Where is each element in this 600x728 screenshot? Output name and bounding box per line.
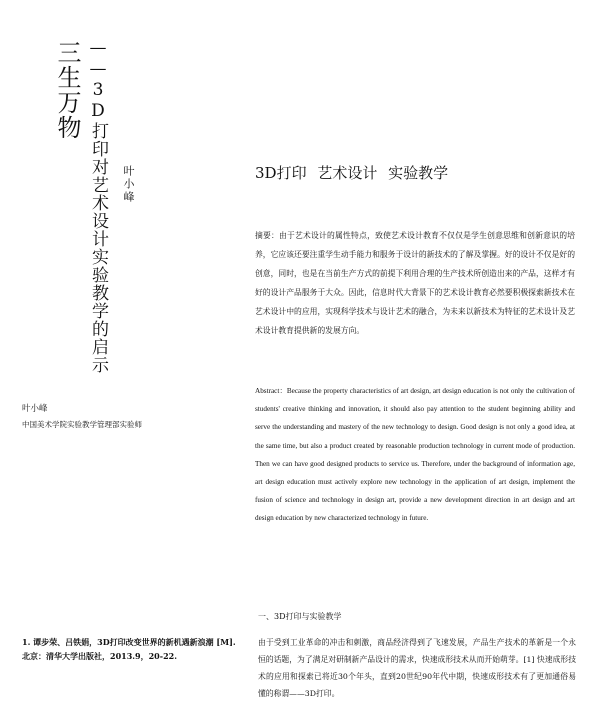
section-heading: 一、3D打印与实验教学 [258, 612, 342, 621]
author-affiliation: 中国美术学院实验教学管理部实验师 [22, 420, 142, 429]
abstract-english-label: Abstract： [255, 387, 287, 395]
article-subtitle: ——3D打印对艺术设计实验教学的启示 [88, 38, 108, 374]
abstract-english [255, 382, 575, 528]
abstract-english-text: Because the property characteristics of art design, art design education is not only the cultivation of students' creative thinking and innovation, it should also pay attention to the student beginning ability and serve the understanding and mastery of the new technology to design. Good design is not only a good idea, at the same time, but also a product created by reasonable production technology in current mode of production. Then we can have good designed products to service us. Therefore, under the background of information age, art design education must actively explore new technology in the application of art design, implement the fusion of science and technology in design art, provide a new development direction in art design and art design education by new characterized technology in future. [255, 387, 576, 523]
body-paragraph: 由于受到工业革命的冲击和刺激，商品经济得到了飞速发展，产品生产技术的革新是一个永恒的话题，为了满足对研制新产品设计的需求，快速成形技术从而开始萌芽。[1] 快速成形技术的应用和探索已将近30个年头，直到20世纪90年代中期，快速成形技术有了更加通俗易懂的称谓——3D打印。 [258, 638, 576, 698]
article-title: 三生万物 [53, 40, 81, 140]
keywords: 3D打印 艺术设计 实验教学 [255, 164, 449, 182]
abstract-chinese-label: 摘要： [255, 231, 280, 240]
abstract-chinese [255, 226, 575, 340]
author-name: 叶小峰 [22, 404, 48, 414]
abstract-chinese-text: 由于艺术设计的属性特点，致使艺术设计教育不仅仅是学生创意思维和创新意识的培养，它应该还要注重学生动手能力和服务于设计的新技术的了解及掌握。好的设计不仅是好的创意，同时，也是在当前生产方式的前提下利用合理的生产技术所创造出来的产品，这样才有好的设计产品服务于大众。因此，信息时代大背景下的艺术设计教育必然要积极探索新技术在艺术设计中的应用，实现科学技术与设计艺术的融合，为未来以新技术为特征的艺术设计及艺术设计教育提供新的发展方向。 [255, 231, 575, 335]
reference-footnote: 1. 谭步荣、吕铁娟，3D打印改变世界的新机遇新浪潮 [M]. 北京：清华大学出版社，2013.9，20-22. [22, 637, 236, 661]
author-name-vertical: 叶小峰 [122, 165, 135, 204]
